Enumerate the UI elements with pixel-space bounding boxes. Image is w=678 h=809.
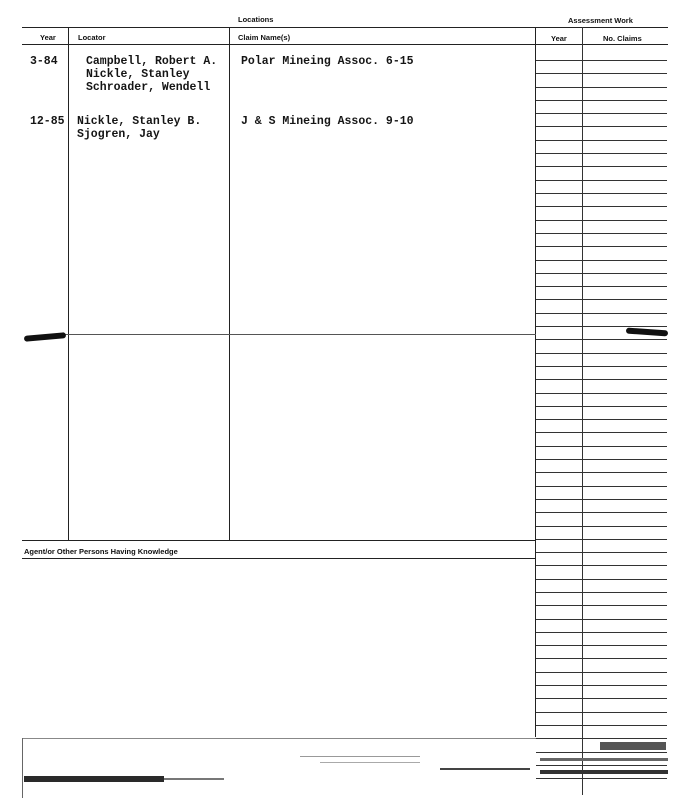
assessment-grid-row-line [536,539,667,540]
assessment-grid-row-line [536,658,667,659]
assessment-grid-row-line [536,486,667,487]
claim-names-column-header: Claim Name(s) [238,33,291,42]
assessment-grid-row-line [536,512,667,513]
entry-locator: Sjogren, Jay [77,128,160,141]
assessment-grid-row-line [536,73,667,74]
entry-year: 12-85 [30,115,65,128]
assessment-grid-row-line [536,645,667,646]
assessment-grid-row-line [536,499,667,500]
locations-heading: Locations [238,15,274,24]
assessment-grid-row-line [536,273,667,274]
assessment-grid-row-line [536,166,667,167]
entry-locator: Nickle, Stanley B. [77,115,202,128]
scan-noise-speck [320,762,420,763]
assessment-grid-row-line [536,738,667,739]
assessment-grid-row-line [536,246,667,247]
assessment-grid-row-line [536,87,667,88]
scan-noise-band [440,768,530,770]
assessment-year-column-header: Year [551,34,567,43]
header-top-rule [22,27,668,28]
assessment-grid-row-line [536,778,667,779]
scan-noise-band [24,776,164,782]
assessment-grid-row-line [536,113,667,114]
assessment-grid-row-line [536,632,667,633]
header-bottom-rule [22,44,668,45]
fold-mark-right [626,328,668,337]
assessment-grid-row-line [536,153,667,154]
assessment-grid-row-line [536,472,667,473]
assessment-grid-row-line [536,180,667,181]
assessment-inner-divider [582,27,583,795]
fold-line [60,334,536,335]
scan-noise-band [164,778,224,780]
entry-locator: Campbell, Robert A. [86,55,218,68]
assessment-grid-row-line [536,60,667,61]
assessment-grid-row-line [536,193,667,194]
locations-assessment-divider [535,27,536,737]
assessment-grid-row-line [536,126,667,127]
assessment-grid-row-line [536,526,667,527]
assessment-grid-row-line [536,339,667,340]
assessment-grid-row-line [536,419,667,420]
assessment-grid-row-line [536,140,667,141]
scan-noise-band [540,770,668,774]
assessment-grid-row-line [536,313,667,314]
entry-locator: Schroader, Wendell [86,81,211,94]
assessment-grid-row-line [536,206,667,207]
assessment-grid-row-line [536,446,667,447]
assessment-grid-row-line [536,260,667,261]
assessment-grid-row-line [536,725,667,726]
assessment-grid-row-line [536,619,667,620]
assessment-work-heading: Assessment Work [568,16,633,25]
year-locator-divider [68,27,69,540]
assessment-grid-row-line [536,366,667,367]
assessment-grid-row-line [536,393,667,394]
fold-mark-left [24,332,66,342]
entry-claim-name: J & S Mineing Assoc. 9-10 [241,115,414,128]
scan-noise-line [22,738,23,798]
year-column-header: Year [40,33,56,42]
assessment-grid-row-line [536,592,667,593]
assessment-grid-row-line [536,672,667,673]
agent-heading-rule [22,558,536,559]
assessment-grid-row-line [536,406,667,407]
scan-noise-band [540,758,668,761]
locator-column-header: Locator [78,33,106,42]
assessment-no-claims-column-header: No. Claims [603,34,642,43]
assessment-grid-row-line [536,552,667,553]
locations-bottom-rule [22,540,536,541]
assessment-grid-row-line [536,100,667,101]
assessment-grid-row-line [536,299,667,300]
entry-claim-name: Polar Mineing Assoc. 6-15 [241,55,414,68]
assessment-grid-row-line [536,579,667,580]
assessment-grid-row-line [536,379,667,380]
scan-noise-line [22,738,536,739]
assessment-grid-row-line [536,286,667,287]
assessment-grid-row-line [536,765,667,766]
scan-noise-speck [300,756,420,757]
scan-noise-band [600,742,666,750]
locator-claim-divider [229,27,230,540]
assessment-grid-row-line [536,712,667,713]
assessment-grid-row-line [536,220,667,221]
agent-heading: Agent/or Other Persons Having Knowledge [24,547,178,556]
assessment-grid-row-line [536,752,667,753]
assessment-grid-row-line [536,432,667,433]
assessment-grid-row-line [536,233,667,234]
assessment-grid-row-line [536,565,667,566]
assessment-grid-row-line [536,353,667,354]
assessment-grid-row-line [536,326,667,327]
entry-year: 3-84 [30,55,58,68]
assessment-grid-row-line [536,698,667,699]
assessment-grid-row-line [536,459,667,460]
assessment-grid-row-line [536,685,667,686]
entry-locator: Nickle, Stanley [86,68,190,81]
assessment-grid-row-line [536,605,667,606]
